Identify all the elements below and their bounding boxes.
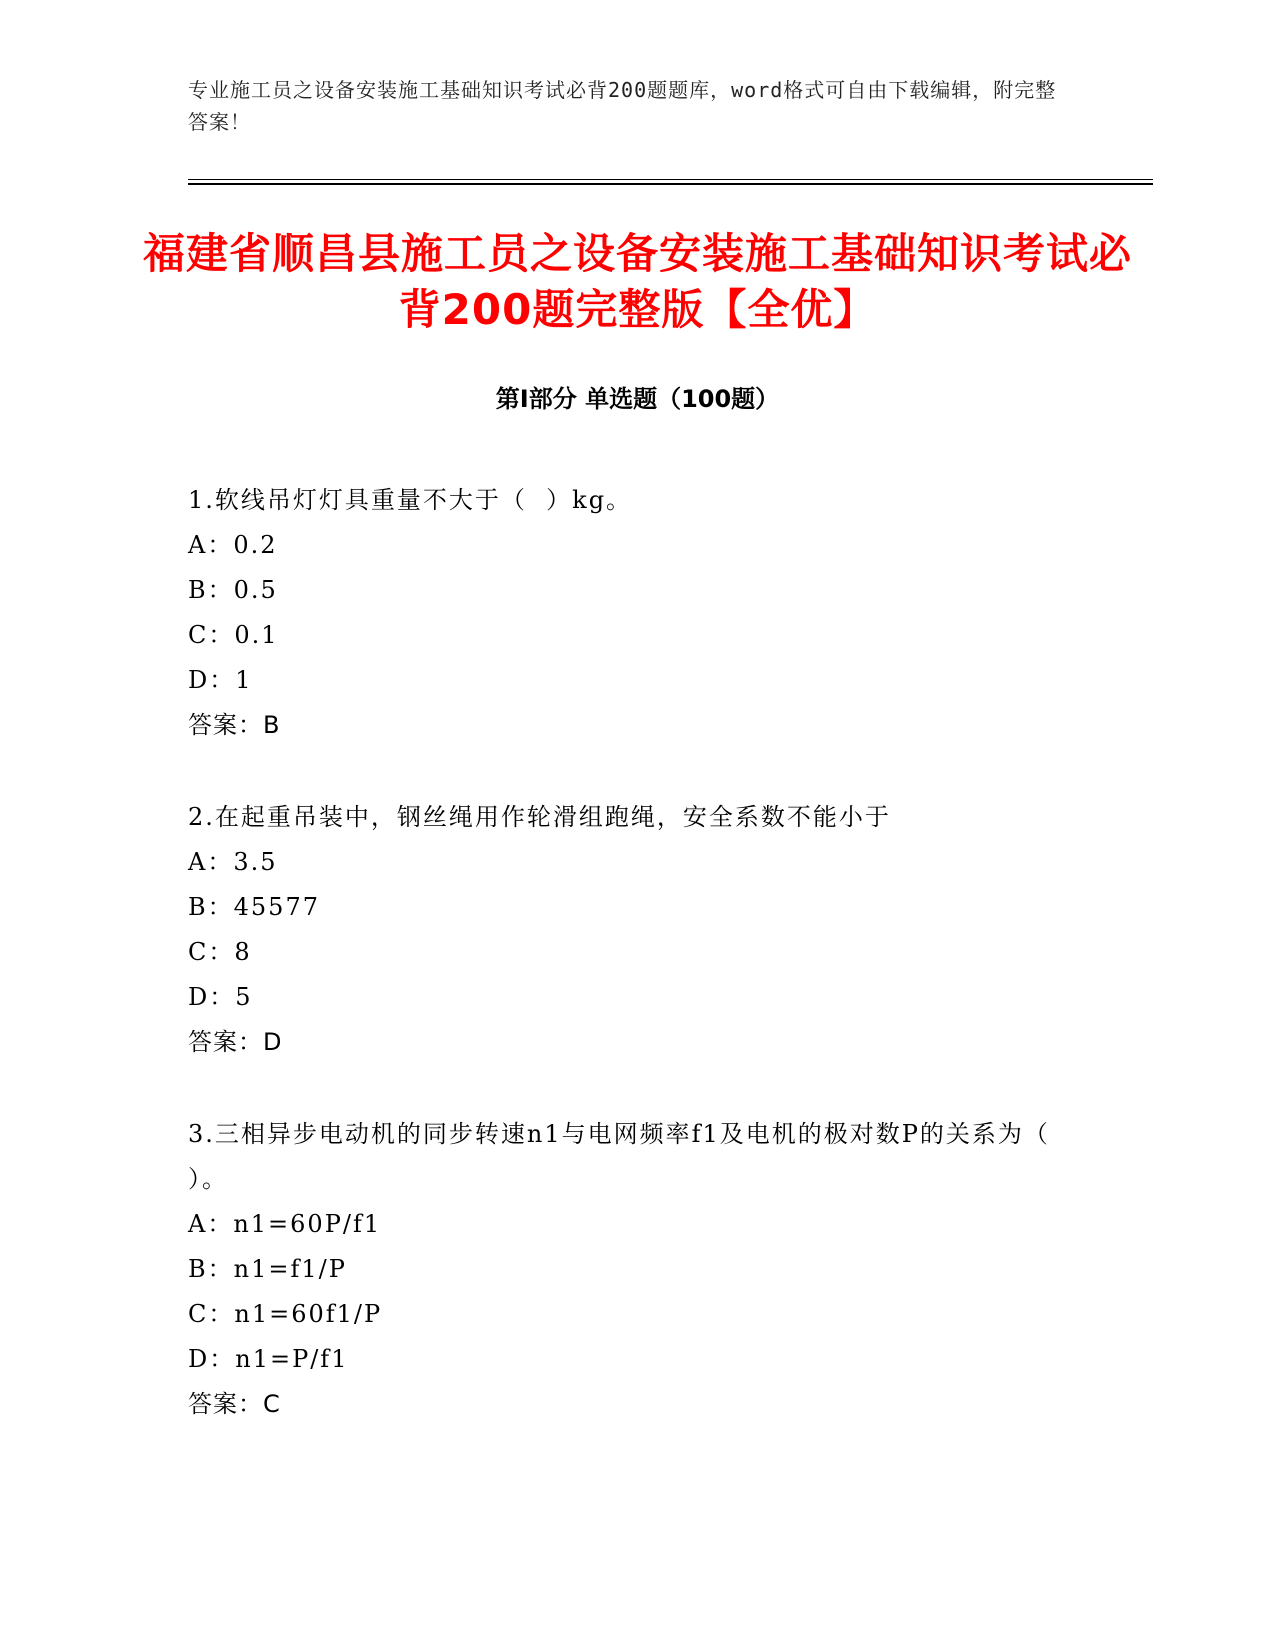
question-stem: 3.三相异步电动机的同步转速n1与电网频率f1及电机的极对数P的关系为（ ）。 — [188, 1120, 1070, 1193]
option-a: A：3.5 — [188, 848, 278, 876]
option-d: D：5 — [188, 983, 253, 1011]
question-item — [188, 1112, 1088, 1427]
header-note: 专业施工员之设备安装施工基础知识考试必背200题题库，word格式可自由下载编辑，附完整答案！ — [188, 78, 1057, 134]
answer-line: 答案：C — [188, 1390, 281, 1418]
section-heading: 第Ⅰ部分 单选题（100题） — [495, 385, 780, 413]
answer-line: 答案：B — [188, 711, 281, 739]
question-item — [188, 795, 1088, 1065]
header-divider-thin — [188, 179, 1153, 180]
option-c: C：0.1 — [188, 621, 279, 649]
option-a: A：0.2 — [188, 531, 278, 559]
option-d: D：1 — [188, 666, 253, 694]
option-c: C：8 — [188, 938, 252, 966]
option-c: C：n1=60f1/P — [188, 1300, 383, 1328]
header-divider-thick — [188, 183, 1153, 185]
option-b: B：0.5 — [188, 576, 278, 604]
question-stem: 2.在起重吊装中，钢丝绳用作轮滑组跑绳，安全系数不能小于 — [188, 803, 891, 831]
question-stem: 1.软线吊灯灯具重量不大于（ ）kg。 — [188, 486, 633, 514]
document-title: 福建省顺昌县施工员之设备安装施工基础知识考试必背200题完整版【全优】 — [142, 229, 1132, 334]
option-a: A：n1=60P/f1 — [188, 1210, 382, 1238]
question-item — [188, 478, 1088, 748]
question-list — [188, 478, 1088, 1474]
answer-line: 答案：D — [188, 1028, 283, 1056]
option-b: B：n1=f1/P — [188, 1255, 347, 1283]
option-b: B：45577 — [188, 893, 320, 921]
option-d: D：n1=P/f1 — [188, 1345, 349, 1373]
